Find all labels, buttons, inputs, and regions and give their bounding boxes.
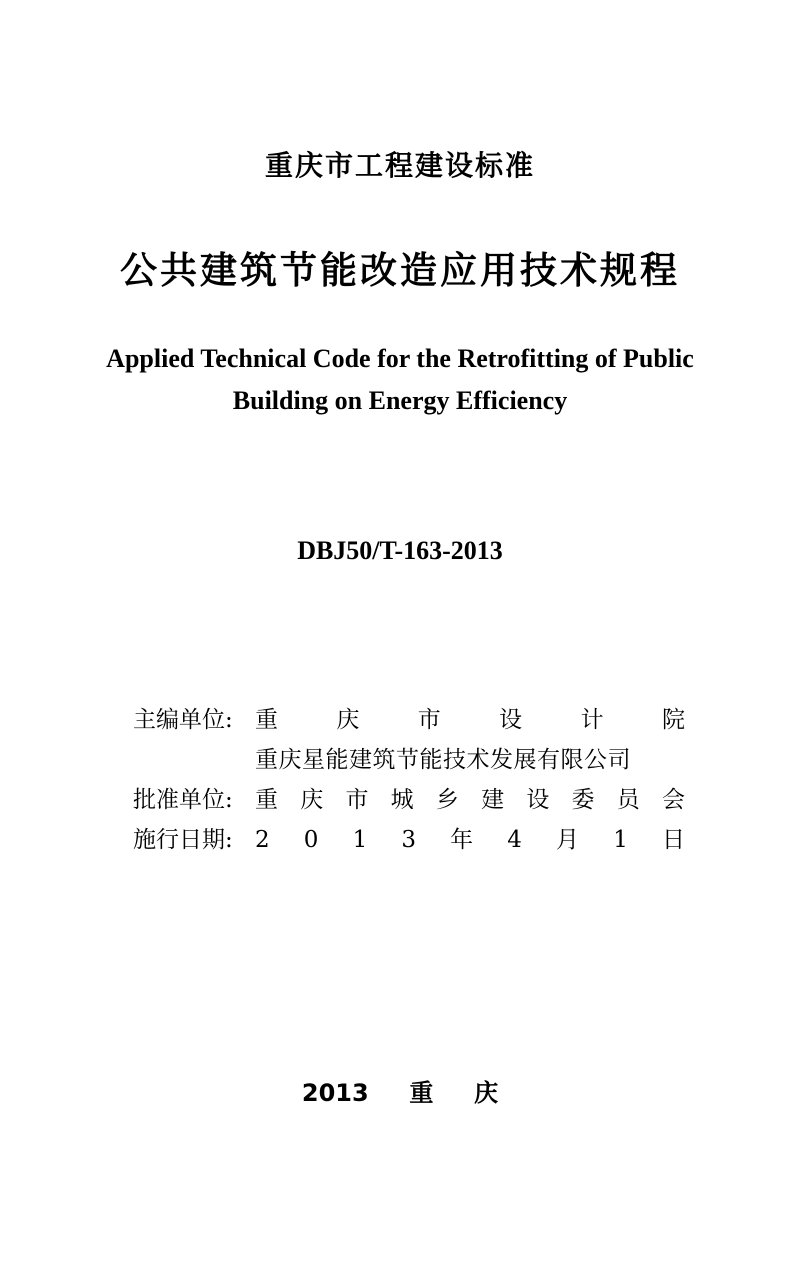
editor-name bbox=[255, 700, 685, 740]
approver-char: 庆 bbox=[300, 787, 324, 813]
title-english-line-2: Building on Energy Efficiency bbox=[232, 386, 568, 415]
date-char: 月 bbox=[556, 827, 580, 853]
editor-char: 庆 bbox=[336, 707, 360, 733]
date-char: 1 bbox=[613, 827, 628, 853]
approver-char: 会 bbox=[661, 787, 685, 813]
editor-label: 主编单位: bbox=[133, 707, 233, 733]
title-english bbox=[0, 338, 800, 422]
approver-name bbox=[255, 780, 685, 820]
editor-char: 重 bbox=[255, 707, 278, 733]
approver-char: 委 bbox=[571, 787, 595, 813]
approver-char: 设 bbox=[526, 787, 550, 813]
editor-char: 计 bbox=[580, 707, 604, 733]
date-char: 1 bbox=[352, 827, 368, 853]
approver-char: 乡 bbox=[435, 787, 459, 813]
publication-city-char: 庆 bbox=[474, 1079, 499, 1107]
publication-footer bbox=[0, 1075, 800, 1111]
approver-char: 员 bbox=[616, 787, 640, 813]
editor-char: 设 bbox=[499, 707, 523, 733]
effective-date-label: 施行日期: bbox=[133, 827, 233, 853]
approver-row bbox=[133, 780, 693, 820]
approver-char: 市 bbox=[345, 787, 369, 813]
approver-char: 城 bbox=[390, 787, 414, 813]
effective-date bbox=[255, 820, 685, 860]
approver-char: 重 bbox=[255, 787, 278, 813]
date-char: 0 bbox=[303, 827, 319, 853]
publication-city-char: 重 bbox=[409, 1079, 434, 1107]
title-english-line-1: Applied Technical Code for the Retrofitting of Public bbox=[106, 344, 694, 373]
standard-series: 重庆市工程建设标准 bbox=[264, 149, 535, 182]
editor-char: 市 bbox=[417, 707, 441, 733]
standard-code: DBJ50/T-163-2013 bbox=[297, 536, 503, 565]
date-char: 4 bbox=[507, 827, 522, 853]
date-char: 年 bbox=[450, 827, 474, 853]
date-char: 日 bbox=[661, 827, 685, 853]
publication-year: 2013 bbox=[301, 1079, 369, 1107]
title-chinese: 公共建筑节能改造应用技术规程 bbox=[120, 249, 680, 292]
publication-info bbox=[133, 700, 693, 860]
date-char: 2 bbox=[255, 827, 270, 853]
approver-char: 建 bbox=[481, 787, 505, 813]
editor-row bbox=[133, 700, 693, 740]
editor-char: 院 bbox=[661, 707, 685, 733]
co-editor-row bbox=[133, 740, 693, 780]
approver-label: 批准单位: bbox=[133, 787, 233, 813]
co-editor-name: 重庆星能建筑节能技术发展有限公司 bbox=[255, 747, 631, 773]
date-char: 3 bbox=[401, 827, 416, 853]
effective-date-row bbox=[133, 820, 693, 860]
